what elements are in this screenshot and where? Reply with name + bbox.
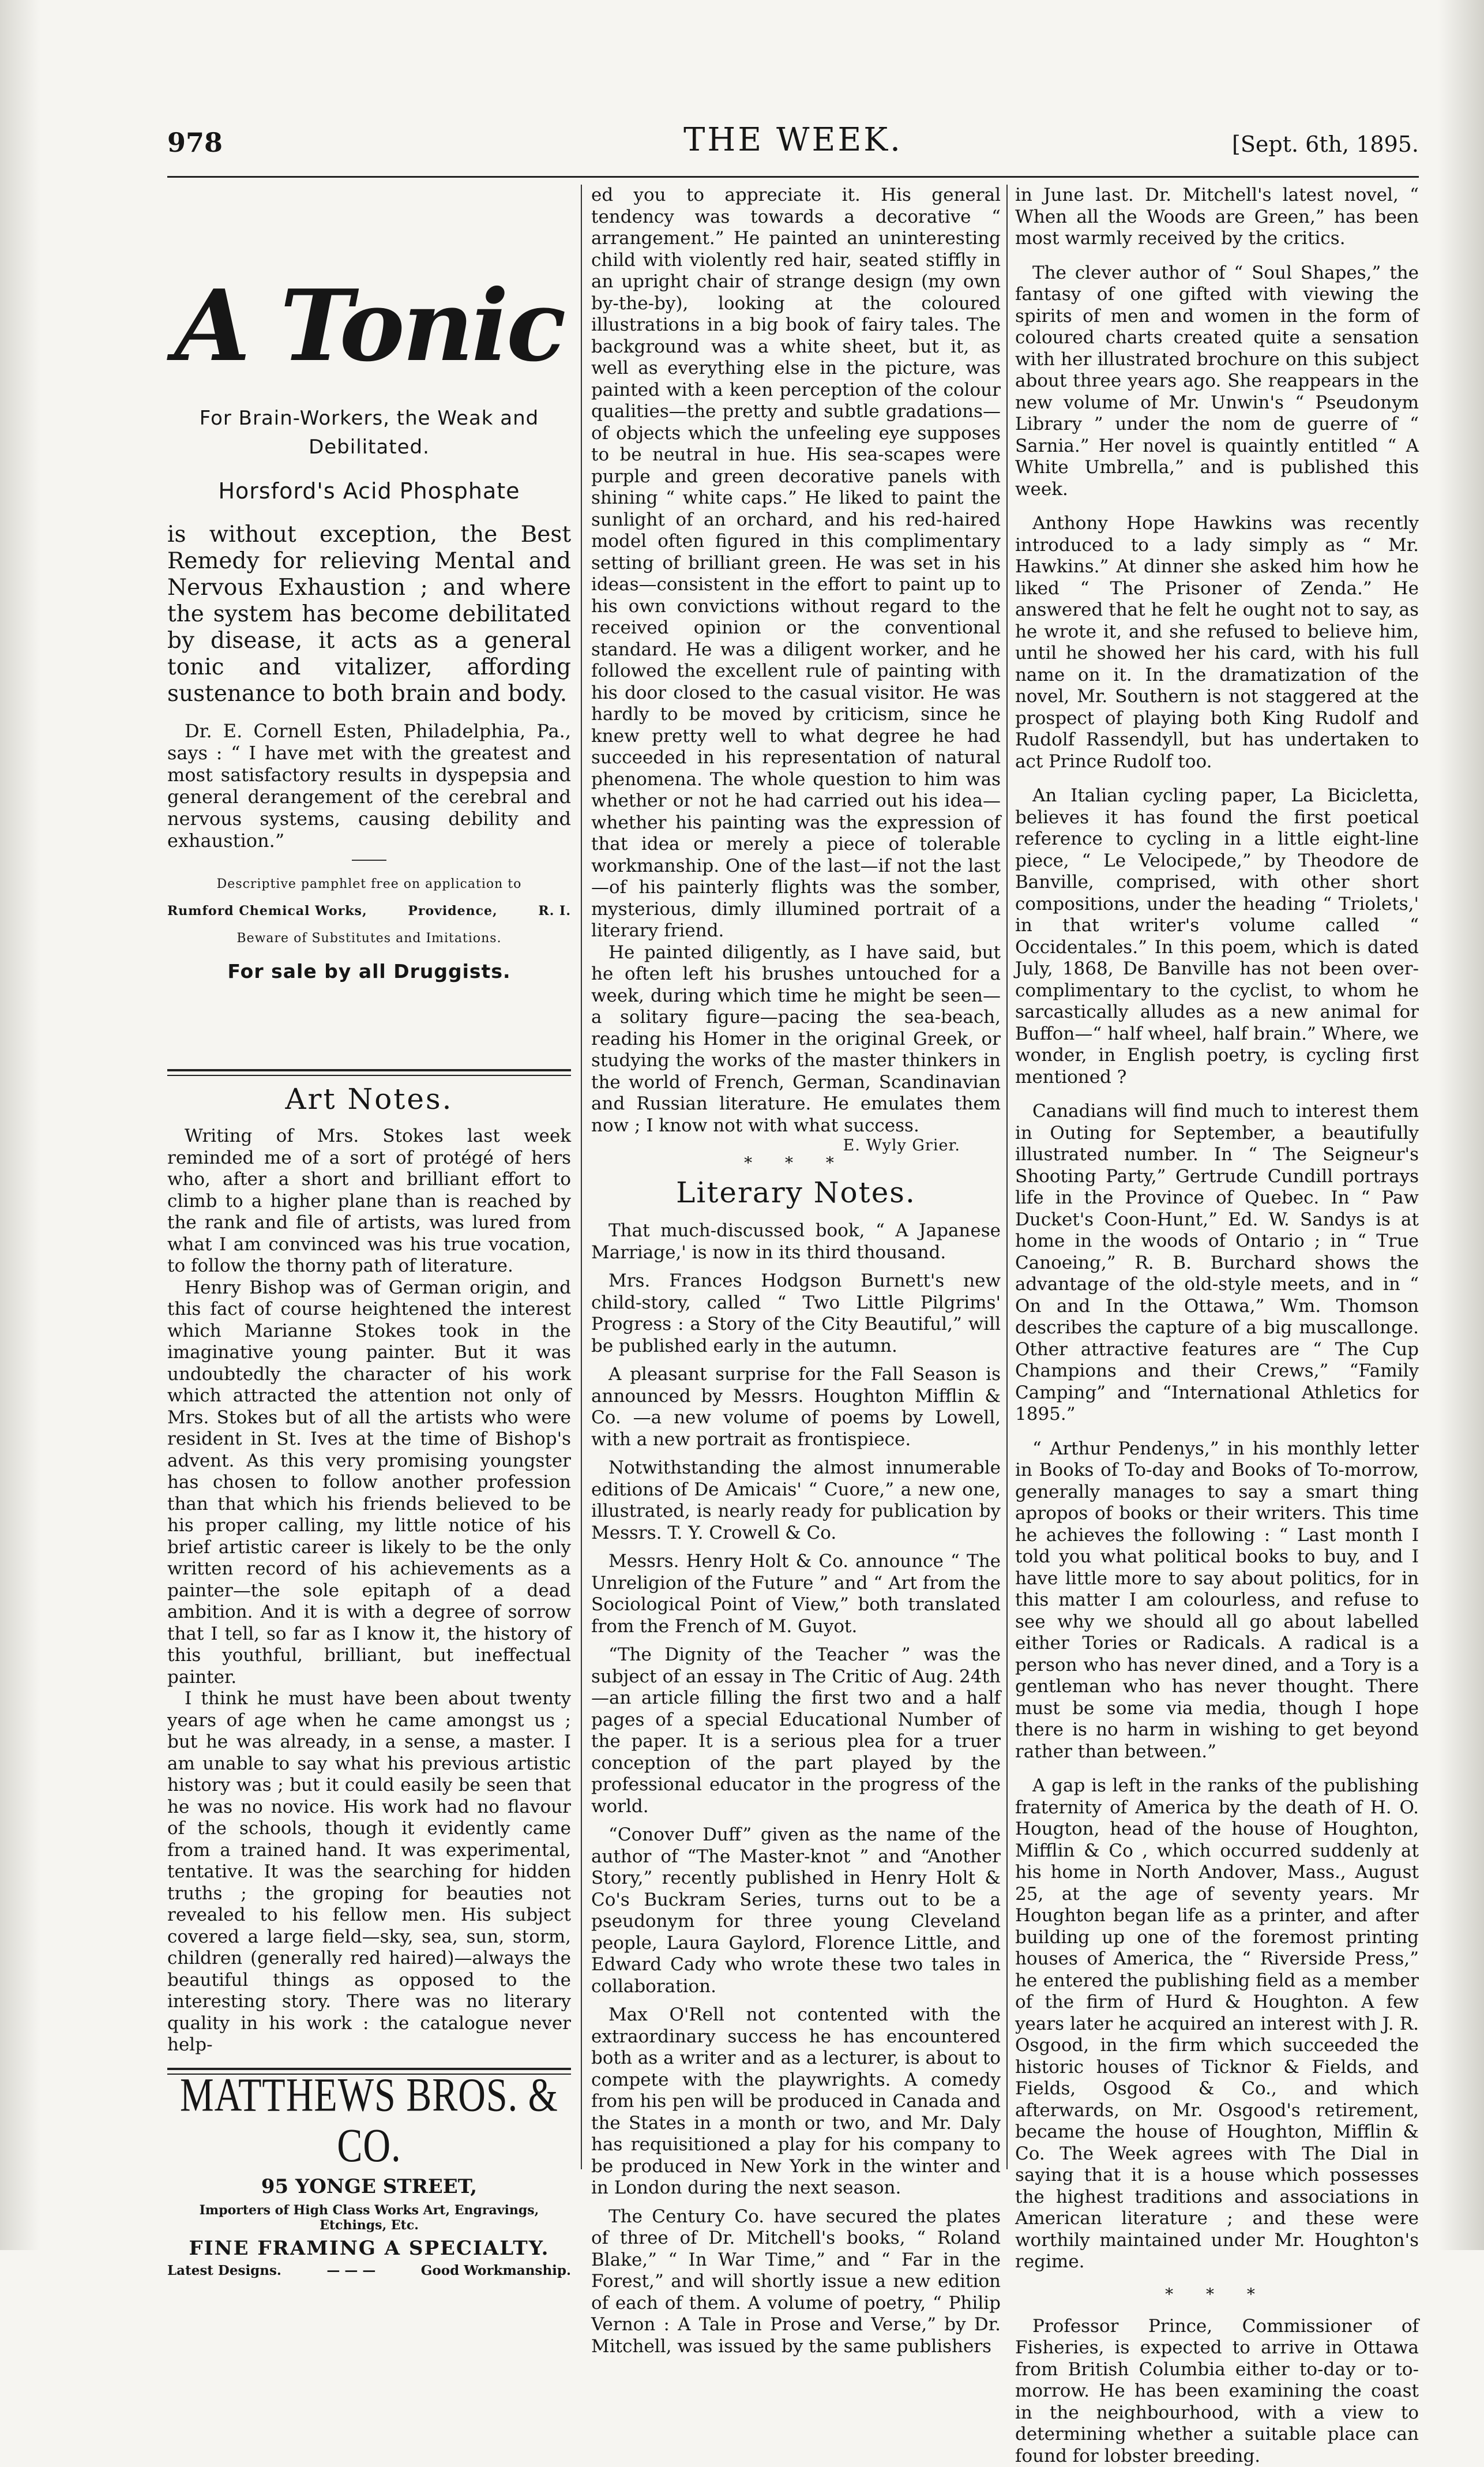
ad-product-name: Horsford's Acid Phosphate bbox=[167, 477, 571, 505]
page-number: 978 bbox=[167, 127, 223, 158]
art-notes-paragraph: Henry Bishop was of German origin, and this fact of course heightened the interest which Marianne Stokes took in the imaginative young painter. But it was undoubtedly the character of his work which attracted the attention not only of Mrs. Stokes but of all the artists who were resident in St. Ives at the time of Bishop's advent. As this very promising youngster has chosen to follow another profession than that which his friends believed to be his proper calling, my little notice of his brief artistic career is likely to be the only written record of his achievements as a painter—the sole epitaph of a dead ambition. And it is with a degree of sorrow that I tell, so far as I know it, the history of this youthful, brilliant, but ineffectual painter. bbox=[167, 1277, 571, 1689]
matthews-street: 95 YONGE STREET, bbox=[167, 2175, 571, 2198]
literary-note: Notwithstanding the almost innumerable editions of De Amicais' “ Cuore,” a new one, illustrated, is nearly ready for publication by Messrs. T. Y. Crowell & Co. bbox=[591, 1457, 1001, 1544]
works-city: Providence, bbox=[408, 903, 497, 918]
ad-testimonial: Dr. E. Cornell Esten, Philadelphia, Pa., says : “ I have met with the greatest and most satisfactory results in dyspepsia and general derangement of the cerebral and nervous systems, causing debility and exhaustion.” bbox=[167, 720, 571, 852]
section-stars: * * * bbox=[1015, 2286, 1419, 2303]
art-notes-heading: Art Notes. bbox=[167, 1082, 571, 1116]
masthead-title: THE WEEK. bbox=[167, 121, 1419, 159]
ad-subtitle: For Brain-Workers, the Weak and Debilitated. bbox=[167, 404, 571, 462]
literary-note: Max O'Rell not contented with the extraordinary success he has encountered both as a writer and as a lecturer, is about to compete with the playwrights. A comedy from his pen will be produced in Canada and the States in a month or two, and Mr. Daly has requisitioned a play for his company to be produced in New York in the winter and in London during the next season. bbox=[591, 2004, 1001, 2199]
literary-note: The Century Co. have secured the plates of three of Dr. Mitchell's books, “ Roland Blake,” “ In War Time,” and “ Far in the Forest,” and will shortly issue a new edition of each of them. A volume of poetry, “ Philip Vernon : A Tale in Prose and Verse,” by Dr. Mitchell, was issued by the same publishers bbox=[591, 2206, 1001, 2358]
art-notes-paragraph: He painted diligently, as I have said, but he often left his brushes untouched for a week, during which time he might be seen—a solitary figure—pacing the sea-beach, reading his Homer in the original Greek, or studying the works of the master thinkers in the world of French, German, Scandinavian and Russian literature. He emulates them now ; I know not with what success. bbox=[591, 942, 1001, 1137]
ad-body: is without exception, the Best Remedy for relieving Mental and Nervous Exhaustion ; and where the system has become debilitated by disease, it acts as a general tonic and vitalizer, affording sustenance to both brain and body. bbox=[167, 522, 571, 707]
column-3 bbox=[1015, 185, 1419, 2467]
column-rule-1 bbox=[581, 185, 582, 2169]
ad-beware: Beware of Substitutes and Imitations. bbox=[167, 930, 571, 947]
literary-note: Canadians will find much to interest them in Outing for September, a beautifully illustrated number. In “ The Seigneur's Shooting Party,” Gertrude Cundill portrays life in the Province of Quebec. In “ Paw Ducket's Coon-Hunt,” Ed. W. Sandys is at home in the woods of Ontario ; in “ True Canoeing,” R. B. Burchard shows the advantage of the old-style meets, and in “ On and In the Ottawa,” Wm. Thomson describes the capture of a big muscallonge. Other attractive features are “ The Cup Champions and their Crews,” “Family Camping” and “International Athletics for 1895.” bbox=[1015, 1101, 1419, 1426]
literary-note: Mrs. Frances Hodgson Burnett's new child-story, called “ Two Little Pilgrims' Progress : a Story of the City Beautiful,” will be published early in the autumn. bbox=[591, 1270, 1001, 1357]
matthews-name: MATTHEWS BROS. & CO. bbox=[167, 2070, 571, 2171]
literary-note: “ Arthur Pendenys,” in his monthly letter in Books of To-day and Books of To-morrow, generally manages to say a smart thing apropos of books or their writers. This time he achieves the following : “ Last month I told you what political books to buy, and I have little more to say about politics, for in this matter I am colourless, and refuse to see why we should all go about labelled either Tories or Radicals. A radical is a person who has never dined, and a Tory is a gentleman who has never thought. There must be some via media, though I hope there is no harm in wishing to get beyond rather than between.” bbox=[1015, 1438, 1419, 1763]
literary-note: in June last. Dr. Mitchell's latest novel, “ When all the Woods are Green,” has been most warmly received by the critics. bbox=[1015, 185, 1419, 250]
column-rule-2 bbox=[1006, 185, 1008, 2169]
matthews-framing: FINE FRAMING A SPECIALTY. bbox=[167, 2237, 571, 2259]
matthews-footer-left: Latest Designs. bbox=[167, 2263, 281, 2278]
literary-note: An Italian cycling paper, La Bicicletta, believes it has found the first poetical reference to cycling in a little eight-line piece, “ Le Velocipede,” by Theodore de Banville, comprised, with other short compositions, under the heading “ Triolets,' in that writer's volume called “ Occidentales.” In this poem, which is dated July, 1868, De Banville has not been over-complimentary to the cyclist, to whom he sarcastically alludes as a new animal for Buffon—“ half wheel, half brain.” Where, we wonder, in English poetry, is cycling first mentioned ? bbox=[1015, 785, 1419, 1088]
literary-note: A gap is left in the ranks of the publishing fraternity of America by the death of H. O. Hougton, head of the house of Houghton, Mifflin & Co , which occurred suddenly at his home in North Andover, Mass., August 25, at the age of seventy years. Mr Houghton began life as a printer, and after building up one of the foremost printing houses of America, the “ Riverside Press,” he entered the publishing field as a member of the firm of Hurd & Houghton. A few years later he acquired an interest with J. R. Osgood, in the firm which succeeded the historic houses of Ticknor & Fields, and Fields, Osgood & Co., and which afterwards, on Mr. Osgood's retirement, became the house of Houghton, Mifflin & Co. The Week agrees with The Dial in saying that it is a house which possesses the highest traditions and associations in American literature ; and these were worthily maintained under Mr. Houghton's regime. bbox=[1015, 1775, 1419, 2273]
scan-edge-right bbox=[1438, 0, 1484, 2250]
ad-title: A Tonic bbox=[167, 277, 571, 375]
matthews-footer bbox=[167, 2263, 571, 2278]
matthews-footer-right: Good Workmanship. bbox=[421, 2263, 571, 2278]
tonic-advertisement bbox=[167, 277, 571, 983]
section-stars: * * * bbox=[591, 1154, 1001, 1172]
section-rule bbox=[167, 1069, 571, 1076]
matthews-footer-mid: — — — bbox=[326, 2263, 375, 2278]
ad-works-line bbox=[167, 903, 571, 918]
scan-edge-left bbox=[0, 0, 40, 2250]
matthews-advertisement bbox=[167, 2080, 571, 2278]
literary-note: A pleasant surprise for the Fall Season is announced by Messrs. Houghton Mifflin & Co. —a new volume of poems by Lowell, with a new portrait as frontispiece. bbox=[591, 1364, 1001, 1450]
literary-note: That much-discussed book, “ A Japanese Marriage,' is now in its third thousand. bbox=[591, 1220, 1001, 1264]
literary-note: The clever author of “ Soul Shapes,” the fantasy of one gifted with viewing the spirits of men and women in the form of coloured charts created quite a sensation with her illustrated brochure on this subject about three years ago. She reappears in the new volume of Mr. Unwin's “ Pseudonym Library ” under the nom de guerre of “ Sarnia.” Her novel is quaintly entitled “ A White Umbrella,” and is published this week. bbox=[1015, 263, 1419, 501]
short-rule bbox=[352, 860, 386, 861]
ad-pamphlet: Descriptive pamphlet free on application to bbox=[167, 876, 571, 893]
literary-note: Professor Prince, Commissioner of Fisheries, is expected to arrive in Ottawa from British Columbia either to-day or to-morrow. He has been examining the coast in the neighbourhood, with a view to determining whether a suitable place can found for lobster breeding. bbox=[1015, 2316, 1419, 2467]
author-signature: E. Wyly Grier. bbox=[591, 1137, 960, 1154]
art-notes-paragraph: Writing of Mrs. Stokes last week reminded me of a sort of protégé of hers who, after a short and brilliant effort to climb to a higher plane than is reached by the rank and file of artists, was lured from what I am convinced was his true vocation, to follow the thorny path of literature. bbox=[167, 1126, 571, 1277]
literary-notes-heading: Literary Notes. bbox=[591, 1176, 1001, 1209]
works-state: R. I. bbox=[538, 903, 571, 918]
art-notes-paragraph: ed you to appreciate it. His general tendency was towards a decorative “ arrangement.” He painted an uninteresting child with violently red hair, seated stiffly in an upright chair of strange design (my own by-the-by), looking at the coloured illustrations in a big book of fairy tales. The background was a white sheet, but it, as well as everything else in the picture, was painted with a keen perception of the colour qualities—the pretty and subtle gradations—of objects which the unfeeling eye supposes to be neutral in hue. His sea-scapes were purple and green decorative panels with shining “ white caps.” He liked to paint the sunlight of an orchard, and his red-haired model often figured in this complimentary setting of brilliant green. He was set in his ideas—consistent in the effort to paint up to his own convictions without regard to the received opinion or the conventional standard. He was a diligent worker, and he followed the excellent rule of painting with his door closed to the casual visitor. He was hardly to be moved by criticism, since he knew pretty well to what degree he had succeeded in his representation of natural phenomena. The whole question to him was whether or not he had carried out his idea—whether his painting was the expression of that idea or merely a piece of tolerable workmanship. One of the last—if not the last—of his painterly flights was the somber, mysterious, dimly illumined portrait of a literary friend. bbox=[591, 185, 1001, 942]
literary-note: “Conover Duff” given as the name of the author of “The Master-knot ” and “Another Story,” recently published in Henry Holt & Co's Buckram Series, turns out to be a pseudonym for three young Cleveland people, Laura Gaylord, Florence Little, and Edward Cady who wrote these two tales in collaboration. bbox=[591, 1824, 1001, 1997]
issue-date: [Sept. 6th, 1895. bbox=[1232, 132, 1419, 157]
literary-note: “The Dignity of the Teacher ” was the subject of an essay in The Critic of Aug. 24th —an article filling the first two and a half pages of a special Educational Number of the paper. It is a serious plea for a truer conception of the part played by the professional educator in the progress of the world. bbox=[591, 1644, 1001, 1817]
column-2 bbox=[591, 185, 1001, 2357]
running-head bbox=[167, 121, 1419, 173]
literary-note: Messrs. Henry Holt & Co. announce “ The Unreligion of the Future ” and “ Art from the Sociological Point of View,” both translated from the French of M. Guyot. bbox=[591, 1551, 1001, 1637]
matthews-importers: Importers of High Class Works Art, Engravings, Etchings, Etc. bbox=[167, 2203, 571, 2233]
literary-note: Anthony Hope Hawkins was recently introduced to a lady simply as “ Mr. Hawkins.” At dinner she asked him how he liked “ The Prisoner of Zenda.” He answered that he felt he ought not to say, as he wrote it, and she refused to believe him, until he showed her his card, with his full name on it. In the dramatization of the novel, Mr. Southern is not staggered at the prospect of playing both King Rudolf and Rudolf Rassendyll, but has undertaken to act Prince Rudolf too. bbox=[1015, 513, 1419, 773]
header-rule bbox=[167, 176, 1419, 178]
works-name: Rumford Chemical Works, bbox=[167, 903, 367, 918]
art-notes-paragraph: I think he must have been about twenty years of age when he came amongst us ; but he was already, in a sense, a master. I am unable to say what his previous artistic history was ; but it could easily be seen that he was no novice. His work had no flavour of the schools, though it evidently came from a trained hand. It was experimental, tentative. It was the searching for hidden truths ; the groping for beauties not revealed to his fellow men. His subject covered a large field—sky, sea, sun, storm, children (generally red haired)—always the beautiful things as opposed to the interesting story. There was no literary quality in his work : the catalogue never help- bbox=[167, 1688, 571, 2056]
column-1 bbox=[167, 185, 571, 2278]
ad-druggists: For sale by all Druggists. bbox=[167, 960, 571, 983]
